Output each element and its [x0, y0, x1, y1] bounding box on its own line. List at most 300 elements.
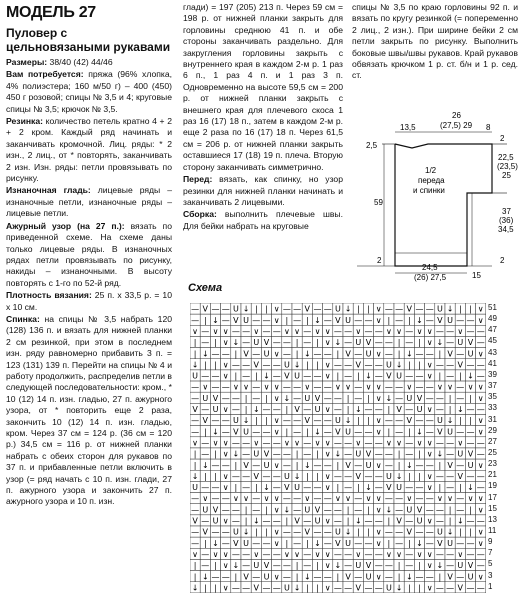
- chart-symbol: ∨: [375, 505, 382, 515]
- chart-symbol: |: [244, 405, 248, 414]
- chart-symbol: —: [415, 304, 424, 314]
- chart-symbol: U: [304, 505, 311, 515]
- chart-symbol: —: [221, 527, 230, 537]
- chart-symbol: —: [282, 416, 291, 426]
- chart-symbol: —: [384, 349, 393, 359]
- chart-symbol: ∨: [375, 416, 382, 426]
- chart-symbol: ∨: [273, 393, 280, 403]
- chart-symbol: —: [242, 326, 251, 336]
- chart-symbol: ∨: [202, 494, 209, 504]
- chart-symbol: ↓: [467, 371, 474, 381]
- chart-symbol: —: [262, 471, 271, 481]
- chart-symbol: ∨: [212, 326, 219, 336]
- chart-symbol: U: [467, 460, 474, 470]
- chart-symbol: —: [415, 416, 424, 426]
- chart-symbol: |: [285, 516, 289, 526]
- chart-symbol: —: [364, 360, 373, 370]
- chart-symbol: —: [384, 449, 393, 459]
- chart-symbol: U: [232, 304, 239, 314]
- bottom-left-measure: 2: [377, 256, 382, 265]
- paragraph: [6, 69, 172, 115]
- row-number: 35: [488, 392, 497, 402]
- chart-symbol: —: [333, 393, 342, 403]
- chart-symbol: —: [374, 549, 383, 559]
- chart-symbol: |: [234, 460, 238, 470]
- chart-symbol: —: [272, 438, 281, 448]
- chart-symbol: —: [374, 405, 383, 414]
- chart-symbol: ∨: [192, 326, 199, 336]
- chart-symbol: —: [333, 360, 342, 370]
- chart-symbol: |: [418, 583, 421, 593]
- chart-symbol: U: [192, 371, 199, 381]
- chart-symbol: V: [243, 572, 249, 582]
- chart-symbol: ∨: [375, 427, 382, 437]
- chart-symbol: |: [418, 360, 421, 370]
- chart-symbol: |: [469, 505, 472, 515]
- chart-symbol: V: [365, 561, 372, 571]
- chart-symbol: —: [395, 393, 404, 403]
- chart-symbol: —: [456, 538, 465, 548]
- chart-symbol: —: [476, 483, 485, 493]
- chart-symbol: V: [467, 449, 474, 459]
- chart-symbol: —: [354, 393, 363, 403]
- chart-symbol: —: [333, 405, 342, 414]
- chart-symbol: —: [425, 416, 434, 426]
- chart-symbol: ∨: [375, 315, 382, 325]
- chart-symbol: U: [253, 338, 260, 348]
- chart-symbol: —: [456, 315, 465, 325]
- chart-symbol: —: [354, 505, 363, 515]
- chart-symbol: V: [263, 449, 270, 459]
- chart-symbol: —: [374, 483, 383, 493]
- chart-symbol: |: [254, 527, 258, 537]
- chart-symbol: —: [435, 471, 444, 481]
- chart-symbol: |: [254, 371, 258, 381]
- chart-symbol: V: [355, 583, 362, 593]
- chart-symbol: —: [303, 371, 312, 381]
- chart-symbol: —: [242, 360, 251, 370]
- chart-symbol: |: [418, 449, 421, 459]
- chart-symbol: ↓: [446, 527, 454, 537]
- chart-symbol: —: [293, 494, 302, 504]
- chart-symbol: —: [354, 572, 363, 582]
- chart-symbol: ↓: [436, 561, 444, 571]
- chart-symbol: —: [303, 338, 312, 348]
- chart-symbol: U: [294, 483, 301, 493]
- chart-symbol: |: [356, 416, 360, 426]
- chart-symbol: —: [344, 483, 353, 493]
- schema-title: Схема: [188, 282, 223, 294]
- chart-symbol: |: [458, 304, 462, 314]
- chart-symbol: V: [416, 505, 423, 515]
- chart-symbol: |: [193, 349, 197, 359]
- panel-label-1: 1/2: [425, 166, 437, 175]
- chart-symbol: ∨: [426, 516, 433, 526]
- chart-symbol: —: [313, 349, 322, 359]
- chart-symbol: U: [294, 371, 301, 381]
- chart-symbol: —: [303, 449, 312, 459]
- left-top-measure: 2,5: [366, 141, 378, 150]
- chart-symbol: U: [334, 527, 341, 537]
- chart-symbol: ↓: [293, 360, 301, 370]
- chart-symbol: —: [211, 527, 220, 537]
- chart-symbol: V: [457, 471, 464, 481]
- chart-symbol: |: [407, 360, 411, 370]
- chart-symbol: V: [314, 505, 321, 515]
- paragraph-heading: Размеры:: [6, 57, 48, 67]
- chart-symbol: ∨: [477, 538, 484, 548]
- chart-symbol: U: [396, 483, 403, 493]
- chart-symbol: ↓: [201, 349, 209, 359]
- chart-symbol: |: [458, 416, 462, 426]
- chart-symbol: —: [374, 438, 383, 448]
- chart-symbol: V: [253, 360, 260, 370]
- chart-symbol: ∨: [222, 516, 229, 526]
- chart-symbol: —: [191, 527, 200, 537]
- chart-symbol: ∨: [477, 393, 484, 403]
- chart-symbol: —: [476, 549, 485, 559]
- chart-symbol: |: [346, 393, 350, 403]
- chart-symbol: —: [425, 315, 434, 325]
- chart-symbol: |: [438, 483, 442, 493]
- chart-symbol: U: [345, 315, 352, 325]
- chart-symbol: ∨: [273, 572, 280, 582]
- chart-symbol: —: [405, 405, 414, 414]
- chart-symbol: —: [242, 583, 251, 593]
- row-number: 3: [488, 570, 493, 580]
- chart-symbol: —: [446, 326, 455, 336]
- chart-symbol: ↓: [283, 505, 291, 515]
- chart-symbol: ∨: [273, 527, 280, 537]
- chart-symbol: |: [234, 349, 238, 359]
- chart-symbol: |: [346, 505, 350, 515]
- chart-symbol: ∨: [324, 483, 331, 493]
- chart-symbol: ∨: [477, 572, 484, 582]
- chart-symbol: ↓: [354, 405, 362, 414]
- chart-symbol: —: [191, 538, 200, 548]
- chart-symbol: —: [333, 549, 342, 559]
- chart-symbol: —: [211, 382, 220, 392]
- row-number: 47: [488, 325, 497, 335]
- chart-symbol: —: [435, 405, 444, 414]
- row-number: 5: [488, 559, 493, 569]
- chart-symbol: —: [405, 326, 414, 336]
- chart-symbol: ↓: [385, 393, 393, 403]
- chart-symbol: |: [265, 393, 268, 403]
- chart-symbol: —: [476, 449, 485, 459]
- chart-symbol: —: [456, 349, 465, 359]
- chart-symbol: |: [265, 527, 268, 537]
- chart-symbol: |: [234, 483, 238, 493]
- chart-symbol: —: [221, 416, 230, 426]
- chart-symbol: V: [365, 338, 372, 348]
- paragraph-heading: Резинка:: [6, 116, 43, 127]
- chart-symbol: —: [446, 360, 455, 370]
- chart-symbol: |: [316, 583, 319, 593]
- chart-symbol: |: [214, 561, 217, 571]
- chart-symbol: |: [265, 304, 268, 314]
- chart-symbol: |: [356, 483, 360, 493]
- chart-symbol: |: [346, 516, 350, 526]
- chart-symbol: —: [456, 572, 465, 582]
- chart-symbol: |: [407, 315, 411, 325]
- chart-symbol: ∨: [355, 326, 362, 336]
- chart-symbol: —: [476, 338, 485, 348]
- model-title: МОДЕЛЬ 27: [6, 4, 96, 21]
- chart-symbol: ↓: [365, 371, 372, 381]
- chart-symbol: —: [262, 438, 271, 448]
- chart-symbol: —: [303, 326, 312, 336]
- chart-symbol: ∨: [467, 382, 474, 392]
- chart-symbol: —: [191, 427, 200, 437]
- chart-symbol: —: [466, 549, 475, 559]
- chart-symbol: |: [418, 338, 421, 348]
- chart-symbol: U: [457, 561, 464, 571]
- chart-symbol: —: [333, 471, 342, 481]
- chart-symbol: ∨: [426, 360, 433, 370]
- chart-symbol: |: [397, 338, 401, 348]
- row-number: 31: [488, 414, 497, 424]
- chart-symbol: —: [303, 561, 312, 571]
- chart-symbol: —: [211, 371, 220, 381]
- chart-symbol: V: [233, 538, 239, 548]
- chart-symbol: —: [211, 349, 220, 359]
- chart-symbol: —: [344, 371, 353, 381]
- chart-symbol: V: [355, 471, 362, 481]
- chart-symbol: —: [395, 427, 404, 437]
- chart-symbol: U: [202, 505, 209, 515]
- chart-symbol: ↓: [416, 427, 423, 437]
- chart-symbol: |: [316, 471, 319, 481]
- chart-symbol: ↓: [191, 583, 199, 593]
- chart-symbol: —: [466, 315, 475, 325]
- chart-symbol: U: [283, 471, 290, 481]
- chart-symbol: —: [231, 438, 240, 448]
- chart-symbol: ↓: [201, 572, 209, 582]
- chart-symbol: V: [233, 315, 239, 325]
- chart-symbol: |: [305, 360, 309, 370]
- chart-symbol: ∨: [222, 561, 229, 571]
- chart-symbol: —: [272, 405, 281, 414]
- chart-symbol: ∨: [396, 549, 403, 559]
- chart-symbol: |: [448, 516, 452, 526]
- chart-symbol: —: [476, 561, 485, 571]
- chart-symbol: U: [467, 572, 474, 582]
- chart-symbol: —: [476, 438, 485, 448]
- chart-symbol: ∨: [283, 549, 290, 559]
- chart-symbol: —: [354, 349, 363, 359]
- chart-symbol: |: [458, 371, 462, 381]
- chart-symbol: |: [244, 505, 248, 515]
- chart-symbol: ∨: [426, 438, 433, 448]
- chart-symbol: |: [448, 505, 452, 515]
- chart-symbol: |: [203, 315, 207, 325]
- chart-symbol: ∨: [375, 393, 382, 403]
- chart-symbol: |: [285, 427, 289, 437]
- chart-symbol: |: [469, 393, 472, 403]
- chart-symbol: |: [469, 416, 472, 426]
- chart-symbol: ∨: [426, 371, 433, 381]
- chart-symbol: —: [476, 360, 485, 370]
- chart-symbol: V: [386, 371, 392, 381]
- chart-symbol: |: [336, 460, 340, 470]
- chart-symbol: ↓: [365, 483, 372, 493]
- chart-symbol: ∨: [477, 382, 484, 392]
- chart-symbol: ∨: [355, 549, 362, 559]
- chart-symbol: —: [405, 483, 414, 493]
- chart-symbol: —: [364, 549, 373, 559]
- chart-symbol: ∨: [396, 326, 403, 336]
- chart-symbol: U: [314, 405, 321, 414]
- chart-symbol: —: [201, 516, 210, 526]
- chart-symbol: ∨: [467, 494, 474, 504]
- chart-symbol: —: [395, 304, 404, 314]
- chart-symbol: |: [214, 583, 217, 593]
- chart-symbol: U: [192, 483, 199, 493]
- paragraph: [6, 116, 172, 184]
- chart-symbol: —: [252, 349, 261, 359]
- row-number: 15: [488, 503, 497, 513]
- chart-symbol: —: [231, 549, 240, 559]
- chart-symbol: ∨: [375, 572, 382, 582]
- chart-symbol: —: [374, 371, 383, 381]
- chart-symbol: |: [203, 427, 207, 437]
- chart-symbol: —: [476, 405, 485, 414]
- row-number: 41: [488, 358, 497, 368]
- chart-symbol: V: [202, 416, 209, 426]
- chart-symbol: |: [214, 471, 217, 481]
- chart-symbol: ∨: [324, 438, 331, 448]
- chart-symbol: —: [211, 494, 220, 504]
- chart-symbol: —: [435, 393, 444, 403]
- chart-symbol: ↓: [232, 338, 240, 348]
- row-number: 33: [488, 403, 497, 413]
- chart-symbol: V: [355, 360, 362, 370]
- chart-symbol: ∨: [375, 349, 382, 359]
- row-number: 39: [488, 369, 497, 379]
- chart-symbol: ↓: [344, 527, 352, 537]
- chart-symbol: ∨: [426, 405, 433, 414]
- chart-symbol: ∨: [294, 438, 301, 448]
- chart-symbol: —: [374, 583, 383, 593]
- chart-symbol: U: [263, 572, 270, 582]
- chart-symbol: U: [283, 360, 290, 370]
- chart-symbol: |: [387, 427, 391, 437]
- chart-symbol: |: [203, 360, 207, 370]
- chart-symbol: —: [323, 349, 332, 359]
- chart-symbol: ∨: [426, 483, 433, 493]
- chart-symbol: —: [231, 405, 240, 414]
- chart-symbol: V: [192, 516, 198, 526]
- chart-symbol: —: [262, 360, 271, 370]
- chart-symbol: |: [203, 583, 207, 593]
- chart-symbol: ∨: [477, 304, 484, 314]
- chart-symbol: —: [313, 572, 322, 582]
- chart-symbol: |: [438, 371, 442, 381]
- chart-symbol: V: [345, 460, 351, 470]
- paragraph-heading: Плотность вязания:: [6, 290, 92, 301]
- chart-symbol: |: [305, 583, 309, 593]
- chart-symbol: —: [364, 326, 373, 336]
- chart-symbol: —: [221, 382, 230, 392]
- row-number: 43: [488, 347, 497, 357]
- chart-symbol: —: [252, 382, 261, 392]
- chart-symbol: ∨: [457, 549, 464, 559]
- chart-symbol: U: [457, 338, 464, 348]
- chart-symbol: —: [313, 304, 322, 314]
- chart-symbol: —: [354, 382, 363, 392]
- chart-symbol: —: [333, 326, 342, 336]
- bottom-width: 24,5: [422, 263, 438, 272]
- chart-symbol: —: [344, 471, 353, 481]
- bottom-cuff: 15: [472, 271, 481, 280]
- chart-symbol: —: [415, 371, 424, 381]
- chart-symbol: U: [345, 427, 352, 437]
- chart-symbol: —: [252, 538, 261, 548]
- chart-symbol: V: [406, 416, 413, 426]
- chart-symbol: —: [476, 326, 485, 336]
- chart-symbol: U: [202, 393, 209, 403]
- chart-symbol: ∨: [426, 583, 433, 593]
- chart-symbol: |: [316, 561, 319, 571]
- chart-symbol: |: [254, 483, 258, 493]
- chart-symbol: |: [418, 471, 421, 481]
- chart-symbol: —: [293, 304, 302, 314]
- chart-symbol: U: [263, 460, 270, 470]
- chart-symbol: —: [333, 505, 342, 515]
- chart-symbol: —: [221, 572, 230, 582]
- chart-symbol: —: [446, 371, 455, 381]
- chart-symbol: |: [295, 561, 299, 571]
- chart-symbol: —: [242, 449, 251, 459]
- chart-symbol: ∨: [222, 360, 229, 370]
- chart-symbol: —: [415, 349, 424, 359]
- chart-symbol: |: [193, 460, 197, 470]
- chart-symbol: —: [395, 382, 404, 392]
- row-number: 27: [488, 436, 497, 446]
- chart-symbol: ↓: [395, 583, 403, 593]
- chart-symbol: U: [263, 349, 270, 359]
- chart-symbol: U: [314, 516, 321, 526]
- chart-symbol: —: [211, 572, 220, 582]
- chart-symbol: |: [367, 527, 370, 537]
- chart-symbol: |: [193, 338, 197, 348]
- paragraph: [183, 209, 343, 232]
- chart-symbol: —: [252, 494, 261, 504]
- chart-symbol: —: [435, 505, 444, 515]
- chart-symbol: U: [232, 416, 239, 426]
- chart-symbol: ∨: [324, 338, 331, 348]
- chart-symbol: |: [336, 371, 340, 381]
- chart-symbol: —: [456, 427, 465, 437]
- chart-symbol: ∨: [375, 538, 382, 548]
- chart-symbol: —: [282, 527, 291, 537]
- chart-symbol: ∨: [426, 561, 433, 571]
- chart-symbol: ↓: [252, 405, 260, 414]
- chart-symbol: —: [313, 483, 322, 493]
- chart-symbol: U: [365, 460, 372, 470]
- chart-symbol: —: [333, 583, 342, 593]
- chart-symbol: ∨: [426, 338, 433, 348]
- chart-symbol: —: [242, 549, 251, 559]
- chart-symbol: —: [293, 427, 302, 437]
- chart-symbol: —: [374, 471, 383, 481]
- chart-symbol: —: [211, 483, 220, 493]
- chart-symbol: ∨: [365, 382, 372, 392]
- chart-symbol: |: [448, 405, 452, 414]
- chart-symbol: —: [191, 393, 200, 403]
- chart-symbol: —: [231, 326, 240, 336]
